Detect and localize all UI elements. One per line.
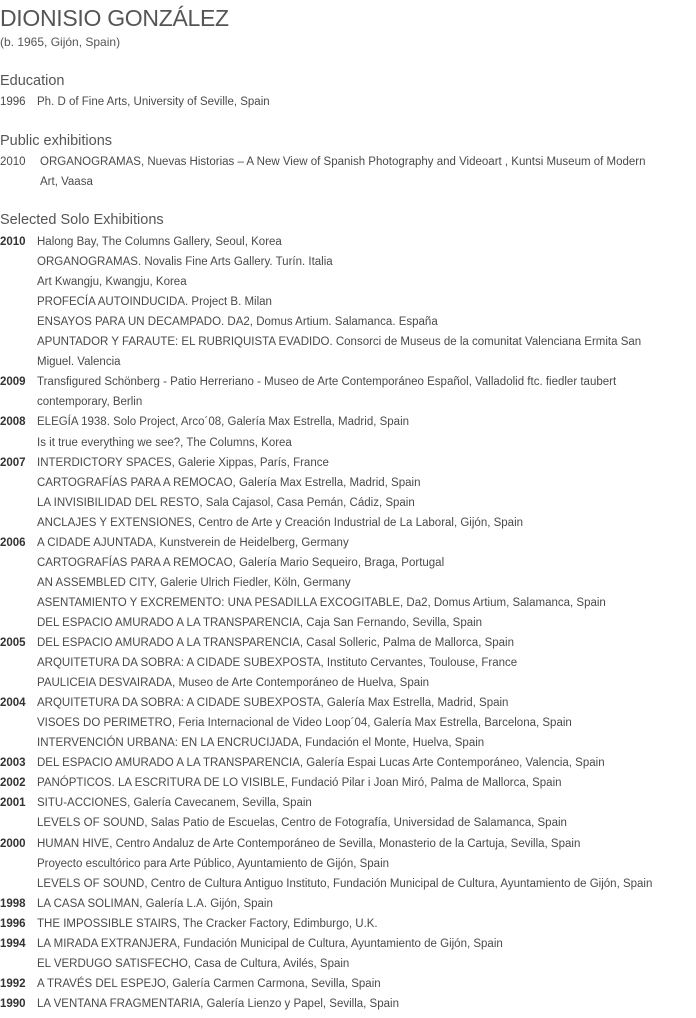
exhibition-year: 2003: [0, 757, 26, 770]
exhibition-text: A CIDADE AJUNTADA, Kunstverein de Heidelberg, Germany: [37, 536, 349, 549]
exhibition-year: 1998: [0, 897, 26, 910]
exhibition-year: 2005: [0, 637, 26, 649]
exhibition-text: Proyecto escultórico para Arte Público, Ayuntamiento de Gijón, Spain: [37, 857, 390, 870]
entry-text: Ph. D of Fine Arts, University of Seville, Spain: [37, 96, 270, 108]
exhibition-text: LA INVISIBILIDAD DEL RESTO, Sala Cajasol, Casa Pemán, Cádiz, Spain: [37, 496, 415, 509]
exhibition-year: 2000: [0, 837, 26, 850]
exhibition-text: AN ASSEMBLED CITY, Galerie Ulrich Fiedler, Köln, Germany: [37, 576, 351, 589]
exhibition-text: DEL ESPACIO AMURADO A LA TRANSPARENCIA, Casal Solleric, Palma de Mallorca, Spain: [37, 637, 514, 649]
exhibition-text: Art Kwangju, Kwangju, Korea: [37, 276, 187, 289]
exhibition-text: DEL ESPACIO AMURADO A LA TRANSPARENCIA, Galería Espai Lucas Arte Contemporáneo, Valencia, Spain: [37, 757, 605, 770]
exhibition-text: PANÓPTICOS. LA ESCRITURA DE LO VISIBLE, Fundació Pilar i Joan Miró, Palma de Mallorca, Spain: [37, 777, 562, 790]
exhibition-year: 1990: [0, 997, 26, 1010]
exhibition-text: LEVELS OF SOUND, Centro de Cultura Antiguo Instituto, Fundación Municipal de Cultura, Ayuntamiento de Gijón, Spain: [37, 877, 653, 890]
exhibition-text: contemporary, Berlin: [37, 396, 143, 409]
exhibition-year: 2002: [0, 777, 26, 790]
exhibition-text: THE IMPOSSIBLE STAIRS, The Cracker Factory, Edimburgo, U.K.: [37, 917, 378, 930]
exhibition-text: Halong Bay, The Columns Gallery, Seoul, Korea: [37, 236, 282, 248]
birth-info: (b. 1965, Gijón, Spain): [0, 35, 121, 49]
exhibition-text: Miguel. Valencia: [37, 356, 121, 369]
exhibition-year: 1994: [0, 937, 26, 950]
exhibition-year: 2001: [0, 797, 26, 810]
exhibition-text: VISOES DO PERIMETRO, Feria Internacional de Video Loop´04, Galería Max Estrella, Barcelona, Spain: [37, 717, 572, 730]
exhibition-year: 2010: [0, 236, 26, 248]
exhibition-text: HUMAN HIVE, Centro Andaluz de Arte Contemporáneo de Sevilla, Monasterio de la Cartuja, Sevilla, Spain: [37, 837, 581, 850]
exhibition-text: INTERVENCIÓN URBANA: EN LA ENCRUCIJADA, Fundación el Monte, Huelva, Spain: [37, 737, 485, 750]
exhibition-text: ENSAYOS PARA UN DECAMPADO. DA2, Domus Artium. Salamanca. España: [37, 316, 438, 329]
entry-year: 1996: [0, 96, 26, 108]
exhibition-year: 2006: [0, 536, 26, 549]
exhibition-year: 2008: [0, 416, 26, 429]
exhibition-year: 1996: [0, 917, 26, 930]
exhibition-text: Is it true everything we see?, The Columns, Korea: [37, 436, 292, 449]
exhibition-text: SITU-ACCIONES, Galería Cavecanem, Sevilla, Spain: [37, 797, 312, 810]
exhibition-text: LA CASA SOLIMAN, Galería L.A. Gijón, Spain: [37, 897, 273, 910]
solo-exhibitions-heading: Selected Solo Exhibitions: [0, 212, 164, 228]
exhibition-text: ASENTAMIENTO Y EXCREMENTO: UNA PESADILLA EXCOGITABLE, Da2, Domus Artium, Salamanca, Spain: [37, 596, 606, 609]
exhibition-text: CARTOGRAFÍAS PARA A REMOCAO, Galería Max Estrella, Madrid, Spain: [37, 476, 421, 489]
exhibition-text: LEVELS OF SOUND, Salas Patio de Escuelas, Centro de Fotografía, Universidad de Salamanca, Spain: [37, 817, 567, 830]
exhibition-text: CARTOGRAFÍAS PARA A REMOCAO, Galería Mario Sequeiro, Braga, Portugal: [37, 556, 445, 569]
entry-text: Art, Vaasa: [40, 176, 93, 188]
exhibition-text: INTERDICTORY SPACES, Galerie Xippas, París, France: [37, 456, 329, 469]
exhibition-text: LA MIRADA EXTRANJERA, Fundación Municipal de Cultura, Ayuntamiento de Gijón, Spain: [37, 937, 503, 950]
entry-text: ORGANOGRAMAS, Nuevas Historias – A New View of Spanish Photography and Videoart , Kuntsi Museum of Modern: [40, 156, 646, 168]
exhibition-year: 2007: [0, 456, 26, 469]
exhibition-year: 2004: [0, 697, 26, 710]
exhibition-text: ANCLAJES Y EXTENSIONES, Centro de Arte y Creación Industrial de La Laboral, Gijón, Spain: [37, 516, 524, 529]
exhibition-text: LA VENTANA FRAGMENTARIA, Galería Lienzo y Papel, Sevilla, Spain: [37, 997, 399, 1010]
exhibition-text: ARQUITETURA DA SOBRA: A CIDADE SUBEXPOSTA, Instituto Cervantes, Toulouse, France: [37, 657, 518, 670]
exhibition-text: APUNTADOR Y FARAUTE: EL RUBRIQUISTA EVADIDO. Consorci de Museus de la comunitat Valenciana Ermita San: [37, 336, 642, 349]
exhibition-text: EL VERDUGO SATISFECHO, Casa de Cultura, Avilés, Spain: [37, 957, 350, 970]
artist-name: DIONISIO GONZÁLEZ: [0, 5, 229, 31]
exhibition-text: PROFECÍA AUTOINDUCIDA. Project B. Milan: [37, 296, 272, 309]
exhibition-year: 1992: [0, 977, 26, 990]
exhibition-text: ELEGÍA 1938. Solo Project, Arco´08, Galería Max Estrella, Madrid, Spain: [37, 416, 410, 429]
exhibition-text: Transfigured Schönberg - Patio Herreriano - Museo de Arte Contemporáneo Español, Valladolid ftc. fiedler taubert: [37, 376, 617, 389]
education-heading: Education: [0, 73, 65, 89]
exhibition-text: ARQUITETURA DA SOBRA: A CIDADE SUBEXPOSTA, Galería Max Estrella, Madrid, Spain: [37, 697, 509, 710]
exhibition-text: PAULICEIA DESVAIRADA, Museo de Arte Contemporáneo de Huelva, Spain: [37, 677, 430, 690]
exhibition-text: ORGANOGRAMAS. Novalis Fine Arts Gallery. Turín. Italia: [37, 256, 333, 269]
exhibition-year: 2009: [0, 376, 26, 389]
public-exhibitions-heading: Public exhibitions: [0, 133, 113, 149]
exhibition-text: DEL ESPACIO AMURADO A LA TRANSPARENCIA, Caja San Fernando, Sevilla, Spain: [37, 616, 483, 629]
exhibition-text: A TRAVÉS DEL ESPEJO, Galería Carmen Carmona, Sevilla, Spain: [37, 977, 381, 990]
entry-year: 2010: [0, 156, 26, 168]
